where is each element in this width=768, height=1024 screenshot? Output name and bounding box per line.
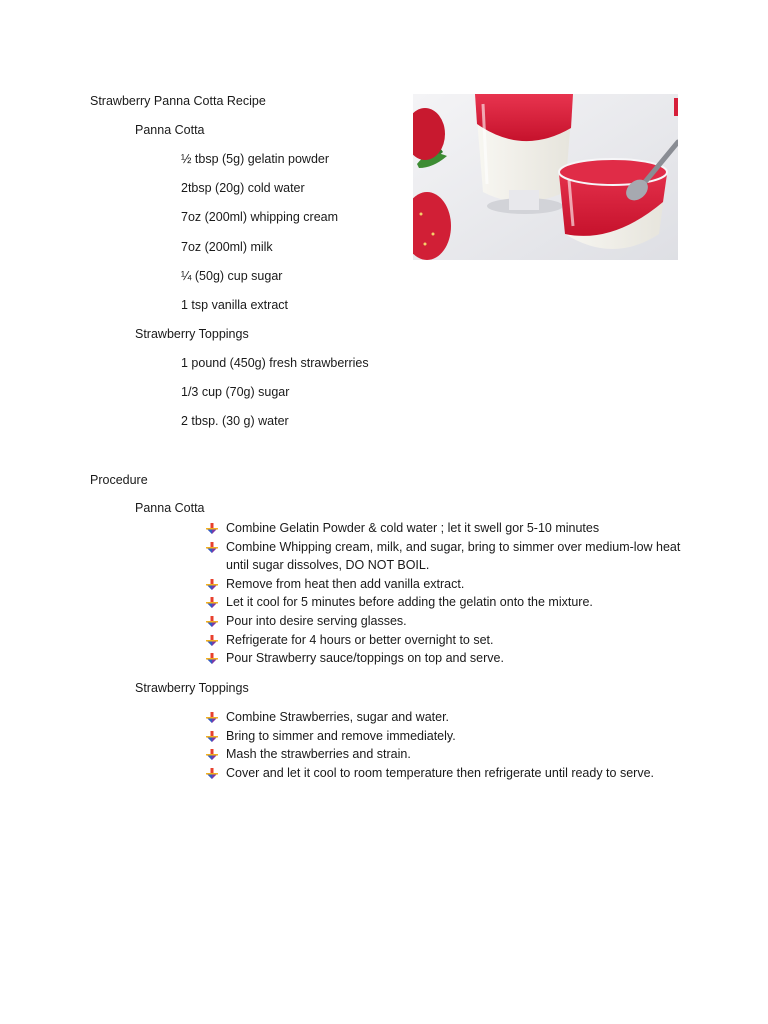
procedure-step: Cover and let it cool to room temperature then refrigerate until ready to serve.	[205, 764, 696, 783]
ingredient-item: ½ tbsp (5g) gelatin powder	[181, 152, 330, 166]
procedure-step: Let it cool for 5 minutes before adding the gelatin onto the mixture.	[205, 593, 696, 612]
panna-cotta-photo	[413, 94, 678, 260]
ingredient-item: 1 pound (450g) fresh strawberries	[181, 356, 369, 370]
ingredient-item: 2 tbsp. (30 g) water	[181, 414, 289, 428]
procedure-toppings-heading: Strawberry Toppings	[135, 681, 249, 695]
procedure-step: Combine Strawberries, sugar and water.	[205, 708, 696, 727]
arrow-bullet-icon	[205, 541, 219, 553]
procedure-step: Combine Whipping cream, milk, and sugar, bring to simmer over medium-low heat until sugar dissolves, DO NOT BOIL.	[205, 538, 696, 575]
ingredients-toppings-heading: Strawberry Toppings	[135, 327, 249, 341]
ingredient-item: 7oz (200ml) whipping cream	[181, 210, 339, 224]
arrow-bullet-icon	[205, 748, 219, 760]
arrow-bullet-icon	[205, 652, 219, 664]
procedure-toppings-steps	[205, 708, 696, 782]
arrow-bullet-icon	[205, 711, 219, 723]
procedure-step: Remove from heat then add vanilla extract.	[205, 575, 696, 594]
procedure-panna-cotta-steps	[205, 519, 696, 668]
ingredient-item: 7oz (200ml) milk	[181, 240, 273, 254]
procedure-step: Combine Gelatin Powder & cold water ; let it swell gor 5-10 minutes	[205, 519, 696, 538]
ingredients-panna-cotta-heading: Panna Cotta	[135, 123, 205, 137]
procedure-step: Pour Strawberry sauce/toppings on top and serve.	[205, 649, 696, 668]
procedure-heading: Procedure	[90, 473, 148, 487]
arrow-bullet-icon	[205, 578, 219, 590]
ingredient-item: ¼ (50g) cup sugar	[181, 269, 283, 283]
recipe-title: Strawberry Panna Cotta Recipe	[90, 94, 266, 108]
procedure-step: Mash the strawberries and strain.	[205, 745, 696, 764]
procedure-panna-cotta-heading: Panna Cotta	[135, 501, 205, 515]
arrow-bullet-icon	[205, 522, 219, 534]
arrow-bullet-icon	[205, 596, 219, 608]
ingredient-item: 1 tsp vanilla extract	[181, 298, 288, 312]
arrow-bullet-icon	[205, 615, 219, 627]
procedure-step: Bring to simmer and remove immediately.	[205, 727, 696, 746]
arrow-bullet-icon	[205, 634, 219, 646]
procedure-step: Pour into desire serving glasses.	[205, 612, 696, 631]
arrow-bullet-icon	[205, 730, 219, 742]
ingredient-item: 1/3 cup (70g) sugar	[181, 385, 290, 399]
procedure-step: Refrigerate for 4 hours or better overnight to set.	[205, 631, 696, 650]
ingredient-item: 2tbsp (20g) cold water	[181, 181, 305, 195]
arrow-bullet-icon	[205, 767, 219, 779]
panna-cotta-image	[413, 94, 678, 260]
